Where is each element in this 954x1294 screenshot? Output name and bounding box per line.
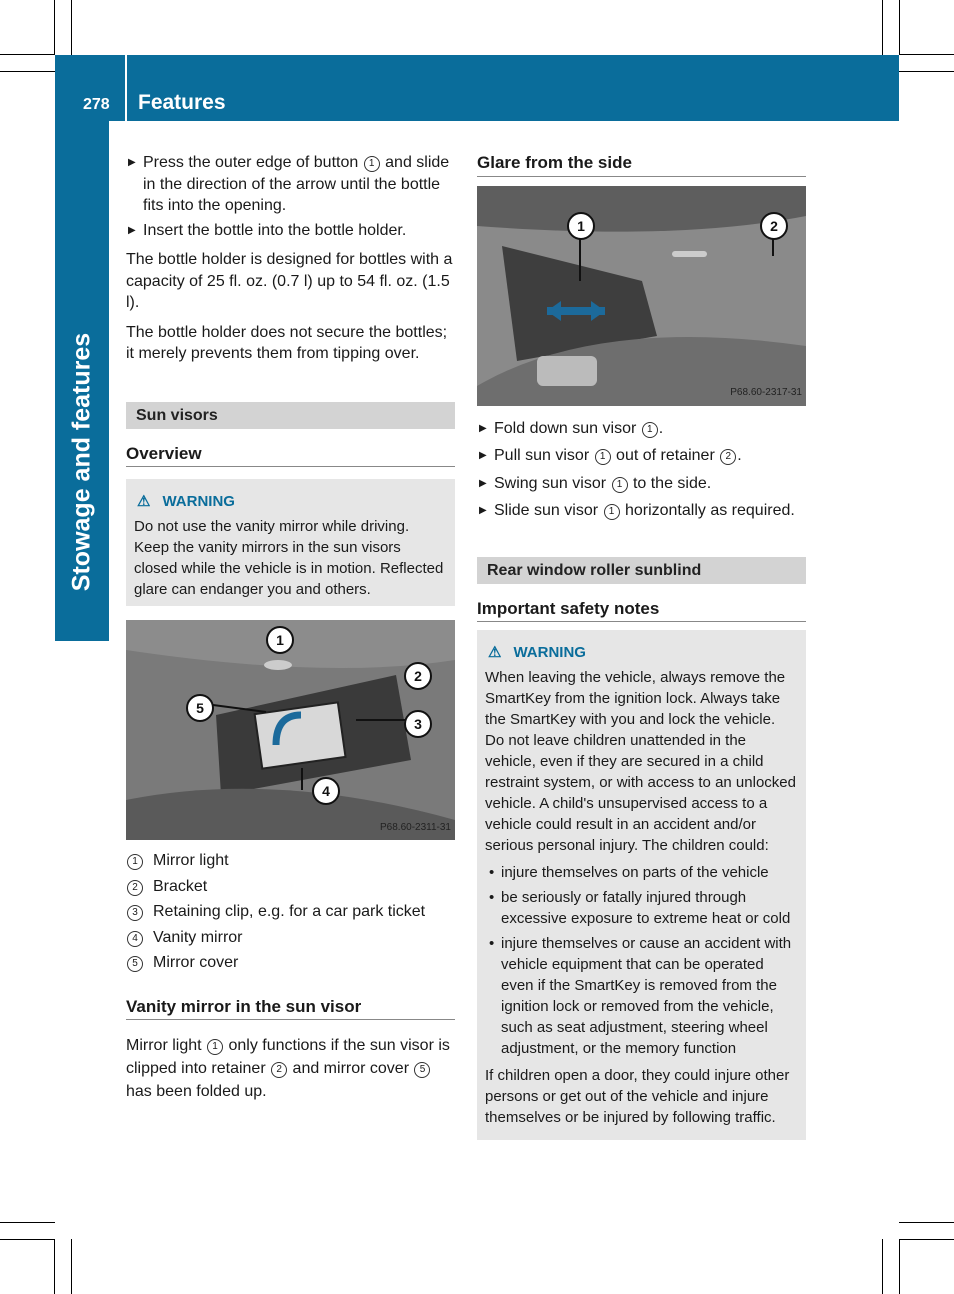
warning-bullet: • injure themselves or cause an accident with vehicle equipment that can be operated even if the SmartKey is removed from the ignition lock or removed from the vehicle, such as seat adjustment, steering wheel adjustment, or the memory function bbox=[485, 933, 798, 1059]
subheading-safety-notes: Important safety notes bbox=[477, 598, 806, 623]
crop-mark bbox=[899, 71, 954, 72]
warning-closing: If children open a door, they could injure other persons or get out of the vehicle and injure themselves or be injured by following traffic. bbox=[485, 1067, 790, 1126]
legend-item: 5 Mirror cover bbox=[126, 952, 455, 974]
instruction-step: ▶ Insert the bottle into the bottle holder. bbox=[126, 220, 455, 242]
crop-mark bbox=[71, 0, 72, 55]
warning-triangle-icon: ⚠ bbox=[488, 644, 502, 661]
page-title: Features bbox=[138, 91, 226, 114]
crop-mark bbox=[54, 0, 55, 55]
warning-box bbox=[126, 479, 455, 606]
step-arrow-icon: ▶ bbox=[479, 422, 487, 434]
step-arrow-icon: ▶ bbox=[479, 477, 487, 489]
subheading-overview: Overview bbox=[126, 443, 455, 468]
warning-triangle-icon: ⚠ bbox=[137, 493, 151, 510]
warning-text: When leaving the vehicle, always remove the SmartKey from the ignition lock. Always take the SmartKey with you and lock the vehicle. Do not leave children unattended in the vehicle, even if they are secured in a child restraint system, or with access to an unlocked vehicle. A child's unsupervised access to a vehicle could result in an accident and/or serious personal injury. The children could: bbox=[485, 669, 796, 854]
warning-title: ⚠ WARNING bbox=[488, 644, 586, 661]
crop-mark bbox=[71, 1239, 72, 1294]
crop-mark bbox=[54, 1239, 55, 1294]
subheading-vanity-mirror: Vanity mirror in the sun visor bbox=[126, 996, 455, 1021]
crop-mark bbox=[0, 1222, 55, 1223]
callout-3: 3 bbox=[404, 710, 432, 738]
header-divider bbox=[125, 55, 127, 121]
warning-text: Do not use the vanity mirror while driving. Keep the vanity mirrors in the sun visors closed while the vehicle is in motion. Reflected glare can endanger you and others. bbox=[134, 518, 444, 598]
step-arrow-icon: ▶ bbox=[479, 505, 487, 516]
figure-code: P68.60-2311-31 bbox=[380, 821, 451, 833]
page-header bbox=[55, 55, 899, 121]
crop-mark bbox=[899, 54, 954, 55]
instruction-step: ▶ Press the outer edge of button 1 and slide in the direction of the arrow until the bottle fits into the opening. bbox=[128, 154, 450, 214]
crop-mark bbox=[899, 1222, 954, 1223]
section-heading-sun-visors: Sun visors bbox=[126, 402, 455, 429]
warning-bullet: • injure themselves on parts of the vehicle bbox=[485, 862, 798, 883]
callout-4: 4 bbox=[312, 777, 340, 805]
section-heading-roller-sunblind: Rear window roller sunblind bbox=[477, 557, 806, 584]
glare-drawing bbox=[477, 186, 806, 406]
paragraph: The bottle holder does not secure the bottles; it merely prevents them from tipping over. bbox=[126, 323, 448, 362]
figure-code: P68.60-2317-31 bbox=[730, 387, 802, 398]
instruction-step: ▶ Fold down sun visor 1 . bbox=[477, 418, 806, 440]
crop-mark bbox=[0, 71, 55, 72]
subheading-glare: Glare from the side bbox=[477, 152, 806, 177]
crop-mark bbox=[899, 0, 900, 55]
callout-2: 2 bbox=[760, 212, 788, 240]
left-column bbox=[126, 152, 455, 1111]
instruction-step: ▶ Pull sun visor 1 out of retainer 2 . bbox=[477, 445, 806, 467]
crop-mark bbox=[899, 1239, 954, 1240]
paragraph: The bottle holder is designed for bottles with a capacity of 25 fl. oz. (0.7 l) up to 54 fl. oz. (1.5 l). bbox=[126, 251, 453, 311]
callout-number: 1 bbox=[364, 156, 380, 172]
step-arrow-icon: ▶ bbox=[128, 224, 136, 236]
warning-bullet: • be seriously or fatally injured through excessive exposure to extreme heat or cold bbox=[485, 887, 798, 929]
legend-item: 2 Bracket bbox=[126, 876, 455, 898]
warning-title: ⚠ WARNING bbox=[137, 493, 235, 510]
crop-mark bbox=[0, 1239, 55, 1240]
instruction-step: ▶ Slide sun visor 1 horizontally as required. bbox=[477, 500, 806, 522]
sun-visor-illustration bbox=[126, 620, 455, 840]
crop-mark bbox=[0, 54, 55, 55]
instruction-step: ▶ Swing sun visor 1 to the side. bbox=[477, 473, 806, 495]
callout-5: 5 bbox=[186, 694, 214, 722]
paragraph: Mirror light 1 only functions if the sun visor is clipped into retainer 2 and mirror cover 5 has been folded up. bbox=[126, 1037, 450, 1100]
crop-mark bbox=[899, 1239, 900, 1294]
callout-2: 2 bbox=[404, 662, 432, 690]
legend-list bbox=[126, 850, 455, 974]
glare-illustration bbox=[477, 186, 806, 406]
page-number: 278 bbox=[83, 96, 110, 113]
chapter-tab-label: Stowage and features bbox=[67, 332, 96, 592]
legend-item: 4 Vanity mirror bbox=[126, 927, 455, 949]
crop-mark bbox=[882, 0, 883, 55]
right-column bbox=[477, 152, 806, 1140]
warning-bullet-list bbox=[485, 862, 798, 1059]
glare-steps bbox=[477, 418, 806, 522]
legend-item: 3 Retaining clip, e.g. for a car park ticket bbox=[126, 901, 455, 923]
callout-1: 1 bbox=[266, 626, 294, 654]
callout-1: 1 bbox=[567, 212, 595, 240]
warning-box bbox=[477, 630, 806, 1140]
step-arrow-icon: ▶ bbox=[479, 450, 487, 461]
legend-item: 1 Mirror light bbox=[126, 850, 455, 872]
step-arrow-icon: ▶ bbox=[128, 157, 136, 168]
crop-mark bbox=[882, 1239, 883, 1294]
